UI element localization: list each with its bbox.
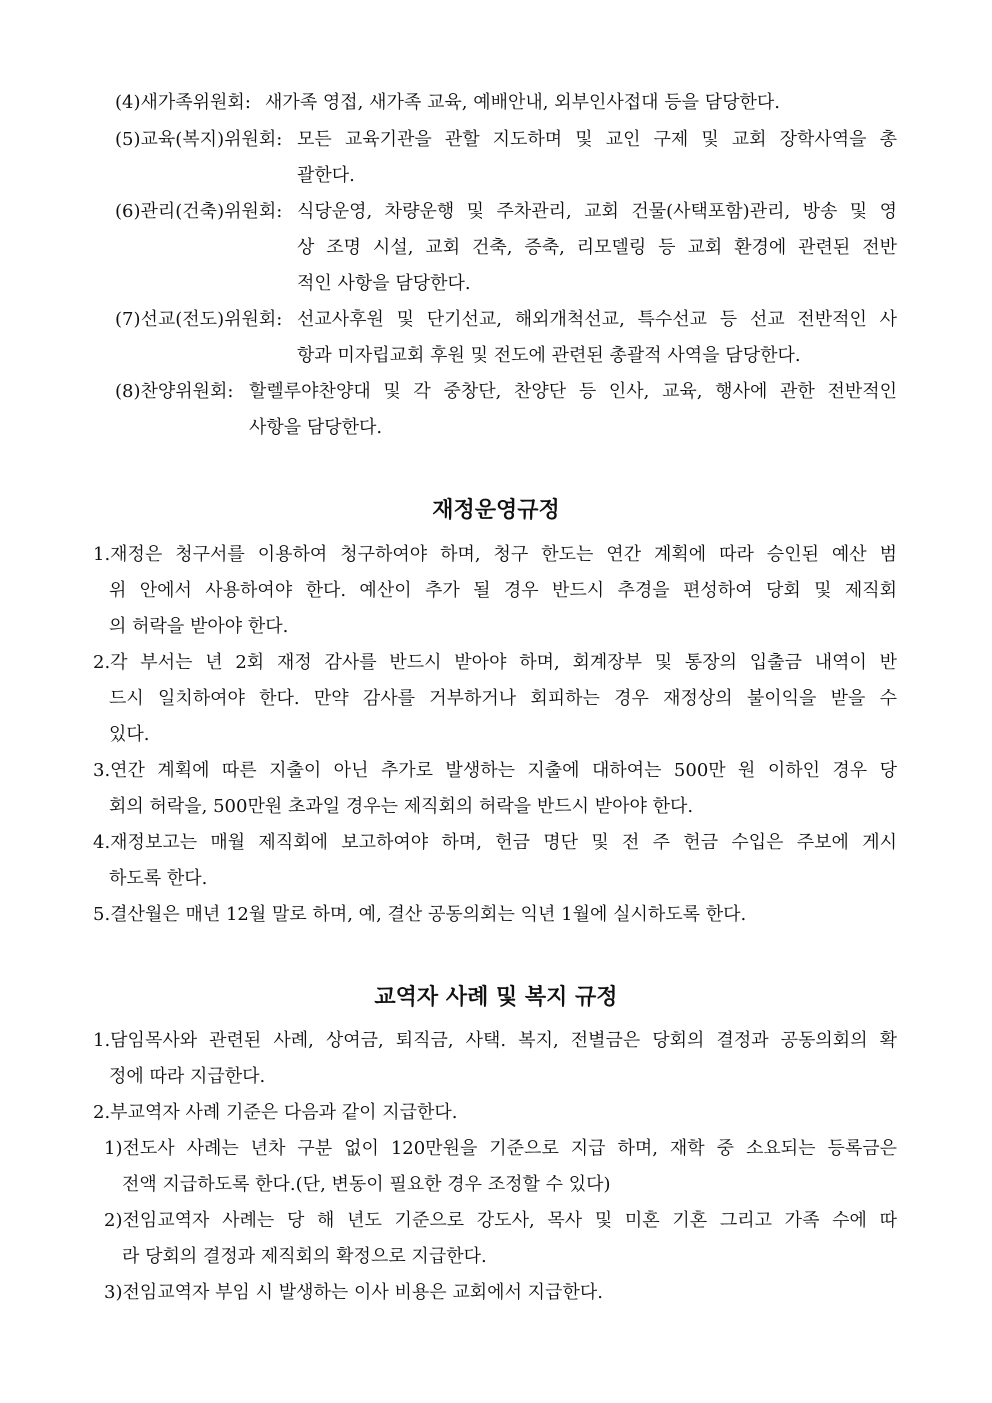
committee-7-line-1: 선교사후원 및 단기선교, 해외개척선교, 특수선교 등 선교 전반적인 사 xyxy=(297,309,897,330)
ministers-item-1-line-1: 1.담임목사와 관련된 사례, 상여금, 퇴직금, 사택. 복지, 전별금은 당회의 결정과 공동의회의 확 xyxy=(93,1030,897,1051)
committee-4-line-1: 새가족 영접, 새가족 교육, 예배안내, 외부인사접대 등을 담당한다. xyxy=(265,92,781,113)
finance-item-2-line-3: 있다. xyxy=(109,724,150,745)
committee-8-label: (8)찬양위원회: xyxy=(115,381,234,402)
committee-5-line-1: 모든 교육기관을 관할 지도하며 및 교인 구제 및 교회 장학사역을 총 xyxy=(297,129,897,150)
ministers-item-1-line-2: 정에 따라 지급한다. xyxy=(109,1066,266,1087)
committee-5-line-2: 괄한다. xyxy=(297,165,355,186)
ministers-sub-1-line-2: 전액 지급하도록 한다.(단, 변동이 필요한 경우 조정할 수 있다) xyxy=(122,1174,611,1195)
finance-item-1-line-3: 의 허락을 받아야 한다. xyxy=(109,616,289,637)
finance-item-4-line-1: 4.재정보고는 매월 제직회에 보고하여야 하며, 헌금 명단 및 전 주 헌금 수입은 주보에 게시 xyxy=(93,832,897,853)
ministers-sub-1-line-1: 1)전도사 사례는 년차 구분 없이 120만원을 기준으로 지급 하며, 재학 중 소요되는 등록금은 xyxy=(104,1138,897,1159)
ministers-sub-2-line-2: 라 당회의 결정과 제직회의 확정으로 지급한다. xyxy=(122,1246,487,1267)
committee-8-line-1: 할렐루야찬양대 및 각 중창단, 찬양단 등 인사, 교육, 행사에 관한 전반적인 xyxy=(249,381,897,402)
finance-item-3-line-1: 3.연간 계획에 따른 지출이 아닌 추가로 발생하는 지출에 대하여는 500만 원 이하인 경우 당 xyxy=(93,760,897,781)
committee-4-label: (4)새가족위원회: xyxy=(115,92,251,113)
finance-item-3-line-2: 회의 허락을, 500만원 초과일 경우는 제직회의 허락을 반드시 받아야 한다. xyxy=(109,796,694,817)
committee-8-line-2: 사항을 담당한다. xyxy=(249,417,383,438)
ministers-sub-3-line-1: 3)전임교역자 부임 시 발생하는 이사 비용은 교회에서 지급한다. xyxy=(104,1282,603,1303)
finance-item-2-line-2: 드시 일치하여야 한다. 만약 감사를 거부하거나 회피하는 경우 재정상의 불이익을 받을 수 xyxy=(109,688,897,709)
ministers-item-2-line-1: 2.부교역자 사례 기준은 다음과 같이 지급한다. xyxy=(93,1102,458,1123)
committee-7-line-2: 항과 미자립교회 후원 및 전도에 관련된 총괄적 사역을 담당한다. xyxy=(297,345,801,366)
ministers-heading: 교역자 사례 및 복지 규정 xyxy=(374,985,618,1010)
ministers-sub-2-line-1: 2)전임교역자 사례는 당 해 년도 기준으로 강도사, 목사 및 미혼 기혼 그리고 가족 수에 따 xyxy=(104,1210,897,1231)
committee-6-line-1: 식당운영, 차량운행 및 주차관리, 교회 건물(사택포함)관리, 방송 및 영 xyxy=(297,201,897,222)
finance-item-2-line-1: 2.각 부서는 년 2회 재정 감사를 반드시 받아야 하며, 회계장부 및 통장의 입출금 내역이 반 xyxy=(93,652,897,673)
committee-5-label: (5)교육(복지)위원회: xyxy=(115,129,283,150)
finance-item-4-line-2: 하도록 한다. xyxy=(109,868,208,889)
finance-item-5-line-1: 5.결산월은 매년 12월 말로 하며, 예, 결산 공동의회는 익년 1월에 실시하도록 한다. xyxy=(93,904,747,925)
finance-item-1-line-1: 1.재정은 청구서를 이용하여 청구하여야 하며, 청구 한도는 연간 계획에 따라 승인된 예산 범 xyxy=(93,544,897,565)
committee-6-label: (6)관리(건축)위원회: xyxy=(115,201,283,222)
finance-item-1-line-2: 위 안에서 사용하여야 한다. 예산이 추가 될 경우 반드시 추경을 편성하여 당회 및 제직회 xyxy=(109,580,897,601)
committee-6-line-3: 적인 사항을 담당한다. xyxy=(297,273,471,294)
finance-heading: 재정운영규정 xyxy=(432,498,560,523)
committee-6-line-2: 상 조명 시설, 교회 건축, 증축, 리모델링 등 교회 환경에 관련된 전반 xyxy=(297,237,897,258)
committee-7-label: (7)선교(전도)위원회: xyxy=(115,309,283,330)
